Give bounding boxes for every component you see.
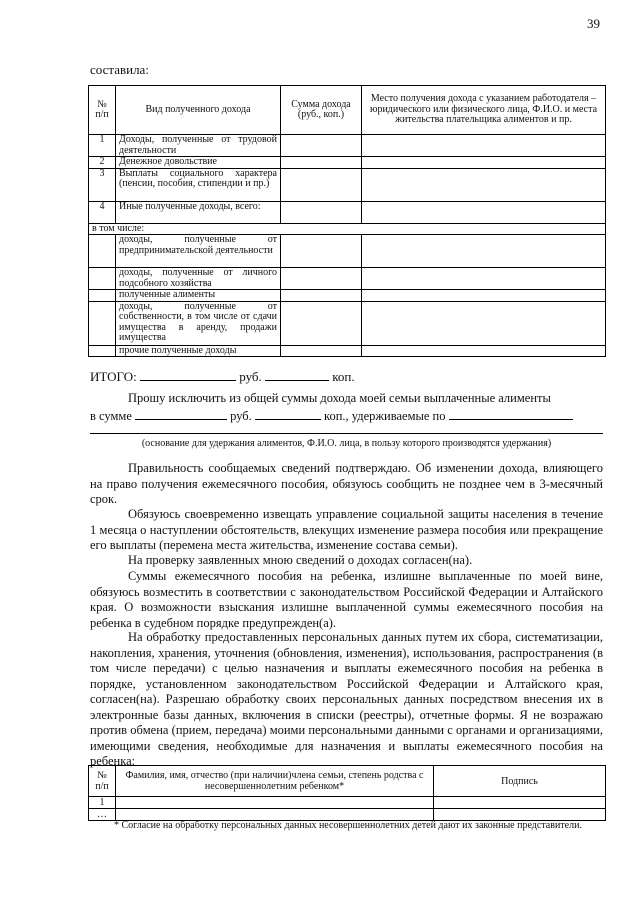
alimony-line-1: Прошу исключить из общей суммы дохода моей семьи выплаченные алименты — [128, 391, 551, 405]
sum-cell[interactable] — [281, 290, 362, 302]
alimony-kop-field[interactable] — [255, 407, 321, 420]
consent-name-cell[interactable] — [116, 809, 434, 821]
consent-signature-cell[interactable] — [434, 809, 606, 821]
sum-cell[interactable] — [281, 268, 362, 290]
table-row — [89, 235, 606, 268]
footnote: * Согласие на обработку персональных данных несовершеннолетних детей дают их законные представители. — [114, 820, 582, 831]
place-cell[interactable] — [362, 135, 606, 157]
row-label: Выплаты социального характера (пенсии, пособия, стипендии и пр.) — [116, 168, 281, 201]
table-row — [89, 797, 606, 809]
sum-cell[interactable] — [281, 345, 362, 357]
including-label: в том числе: — [89, 223, 606, 235]
alimony-basis-field[interactable] — [449, 407, 573, 420]
table-row — [89, 809, 606, 821]
place-cell[interactable] — [362, 201, 606, 223]
consent-row-num: 1 — [89, 797, 116, 809]
header-sum: Сумма дохода (руб., коп.) — [281, 86, 362, 135]
paragraph-notify: Обязуюсь своевременно извещать управление социальной защиты населения в течение 1 месяца о наступлении обстоятельств, влекущих изменение размера пособия или прекращение его выплаты (перемена места жительства, изменение состава семьи). — [90, 507, 603, 552]
alimony-line-2 — [90, 407, 603, 425]
header-place: Место получения дохода с указанием работодателя – юридического или физического лица, Ф.И.О. и места жительства плательщика алиментов и пр. — [362, 86, 606, 135]
consent-header-num: № п/п — [89, 766, 116, 797]
alimony-note: (основание для удержания алиментов, Ф.И.О. лица, в пользу которого производятся удержания) — [141, 438, 552, 449]
table-row — [89, 268, 606, 290]
header-kind: Вид полученного дохода — [116, 86, 281, 135]
page-number: 39 — [587, 16, 600, 31]
itogo-rub-field[interactable] — [140, 368, 236, 381]
consent-header-name: Фамилия, имя, отчество (при наличии)члена семьи, степень родства с несовершеннолетним ребенком* — [116, 766, 434, 797]
row-label: Иные полученные доходы, всего: — [116, 201, 281, 223]
sub-row-label: прочие полученные доходы — [116, 345, 281, 357]
alimony-rub-label: руб. — [230, 409, 252, 423]
consent-header-signature: Подпись — [434, 766, 606, 797]
table-row — [89, 301, 606, 345]
place-cell[interactable] — [362, 157, 606, 169]
itogo-kop-field[interactable] — [265, 368, 329, 381]
itogo-kop-label: коп. — [332, 369, 355, 384]
alimony-in-sum: в сумме — [90, 409, 132, 423]
paragraph-confirm: Правильность сообщаемых сведений подтверждаю. Об изменении дохода, влияющего на право получения ежемесячного пособия, обязуюсь сообщить не позднее чем в 3-месячный срок. — [90, 461, 603, 506]
place-cell[interactable] — [362, 168, 606, 201]
alimony-kop-label: коп., удерживаемые по — [324, 409, 446, 423]
consent-row-num: … — [89, 809, 116, 821]
itogo-label: ИТОГО: — [90, 369, 137, 384]
row-num: 2 — [89, 157, 116, 169]
alimony-basis-line[interactable] — [90, 433, 603, 434]
sub-row-label: полученные алименты — [116, 290, 281, 302]
paragraph-personal-data: На обработку предоставленных персональных данных путем их сбора, систематизации, накопления, хранения, уточнения (обновления, изменения), использования, распространения (в том числе передачи) с целью назначения и выплаты ежемесячного пособия на ребенка в порядке, установленном законодательством Российской Федерации и Алтайского края, согласен(на). Разрешаю обработку своих персональных данных посредством внесения их в электронные базы данных, включения в списки (реестры), отчетные формы. Я не возражаю против обмена (прием, передача) моими персональными данными с органами и организациями, имеющими сведения, необходимые для назначения и выплаты ежемесячного пособия на ребенка: — [90, 630, 603, 768]
itogo-line — [90, 368, 355, 385]
sum-cell[interactable] — [281, 168, 362, 201]
sum-cell[interactable] — [281, 301, 362, 345]
row-num: 3 — [89, 168, 116, 201]
place-cell[interactable] — [362, 235, 606, 268]
place-cell[interactable] — [362, 268, 606, 290]
table-row — [89, 290, 606, 302]
paragraph-verify: На проверку заявленных мною сведений о доходах согласен(на). — [128, 553, 473, 567]
itogo-rub-label: руб. — [239, 369, 262, 384]
table-row — [89, 201, 606, 223]
header-num: № п/п — [89, 86, 116, 135]
lead-word: составила: — [90, 62, 149, 77]
table-row — [89, 135, 606, 157]
table-row — [89, 157, 606, 169]
row-label: Доходы, полученные от трудовой деятельности — [116, 135, 281, 157]
consent-table — [88, 765, 606, 821]
including-row — [89, 223, 606, 235]
sum-cell[interactable] — [281, 235, 362, 268]
place-cell[interactable] — [362, 290, 606, 302]
place-cell[interactable] — [362, 345, 606, 357]
consent-name-cell[interactable] — [116, 797, 434, 809]
sub-row-label: доходы, полученные от предпринимательской деятельности — [116, 235, 281, 268]
consent-signature-cell[interactable] — [434, 797, 606, 809]
consent-table-header — [89, 766, 606, 797]
row-label: Денежное довольствие — [116, 157, 281, 169]
table-row — [89, 168, 606, 201]
sum-cell[interactable] — [281, 201, 362, 223]
alimony-rub-field[interactable] — [135, 407, 227, 420]
paragraph-refund: Суммы ежемесячного пособия на ребенка, излишне выплаченные по моей вине, обязуюсь возместить в соответствии с законодательством Российской Федерации и Алтайского края. О возможности взыскания излишне выплаченной суммы ежемесячного пособия на ребенка в судебном порядке предупрежден(а). — [90, 569, 603, 630]
income-table-header — [89, 86, 606, 135]
income-table — [88, 85, 606, 357]
sub-row-label: доходы, полученные от собственности, в том числе от сдачи имущества в аренду, продажи имущества — [116, 301, 281, 345]
sum-cell[interactable] — [281, 157, 362, 169]
sum-cell[interactable] — [281, 135, 362, 157]
table-row — [89, 345, 606, 357]
place-cell[interactable] — [362, 301, 606, 345]
row-num: 1 — [89, 135, 116, 157]
row-num: 4 — [89, 201, 116, 223]
sub-row-label: доходы, полученные от личного подсобного хозяйства — [116, 268, 281, 290]
